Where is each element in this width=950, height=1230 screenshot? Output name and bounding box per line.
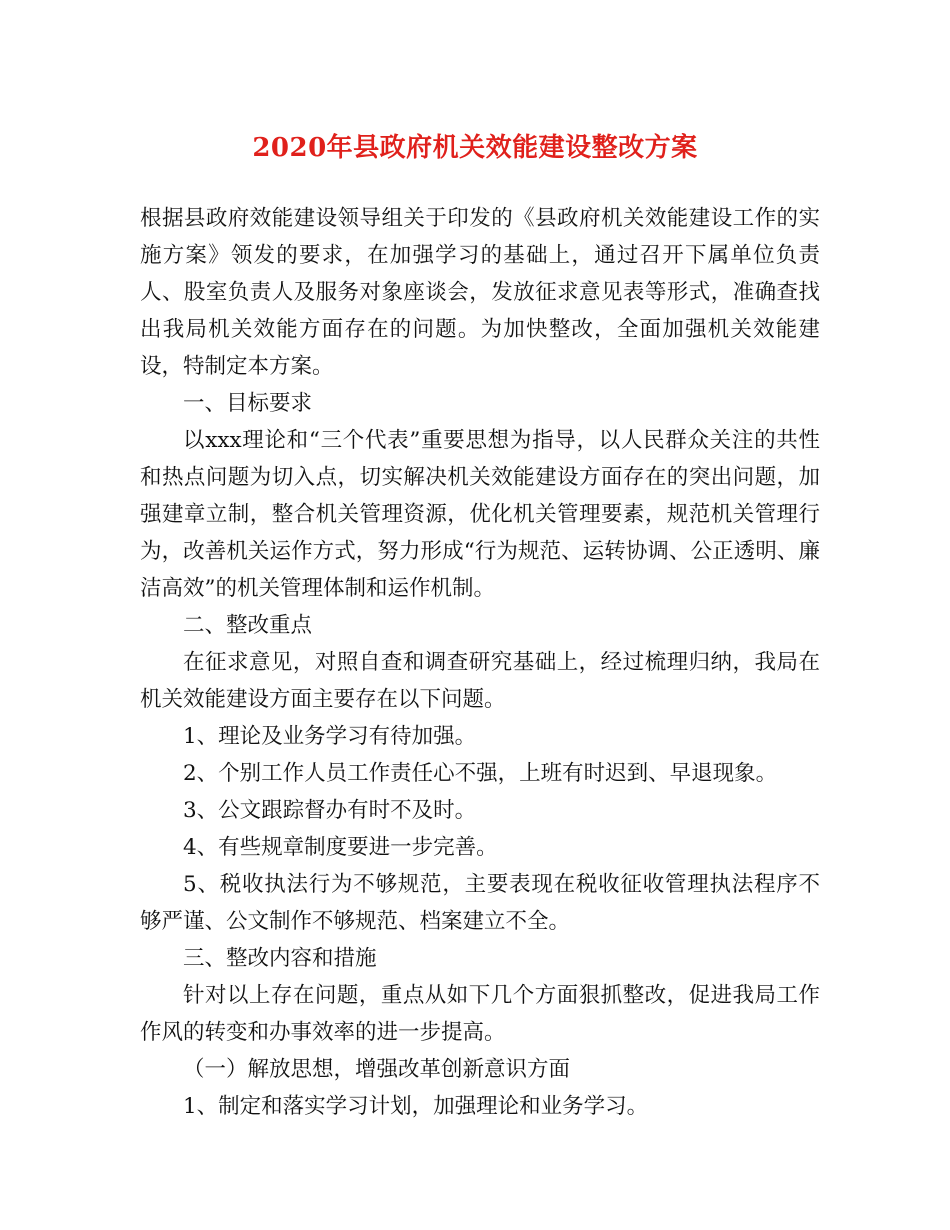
list-item-problem-2: 2、个别工作人员工作责任心不强，上班有时迟到、早退现象。 <box>183 761 778 786</box>
heading-rectification-focus: 二、整改重点 <box>183 613 313 638</box>
list-item-problem-4: 4、有些规章制度要进一步完善。 <box>183 835 498 860</box>
document-body <box>140 200 820 1125</box>
heading-goals: 一、目标要求 <box>183 391 313 416</box>
document-title: 2020年县政府机关效能建设整改方案 <box>252 133 698 163</box>
paragraph-measures-intro: 针对以上存在问题，重点从如下几个方面狠抓整改，促进我局工作作风的转变和办事效率的进一步提高。 <box>140 983 820 1045</box>
paragraph-problems-intro: 在征求意见，对照自查和调查研究基础上，经过梳理归纳，我局在机关效能建设方面主要存在以下问题。 <box>140 650 820 712</box>
list-item-problem-5: 5、税收执法行为不够规范，主要表现在税收征收管理执法程序不够严谨、公文制作不够规范、档案建立不全。 <box>140 872 820 934</box>
paragraph-goals: 以xxx理论和“三个代表”重要思想为指导，以人民群众关注的共性和热点问题为切入点，切实解决机关效能建设方面存在的突出问题，加强建章立制，整合机关管理资源，优化机关管理要素，规范机关管理行为，改善机关运作方式，努力形成“行为规范、运转协调、公正透明、廉洁高效”的机关管理体制和运作机制。 <box>140 428 820 601</box>
list-item-problem-3: 3、公文跟踪督办有时不及时。 <box>183 798 477 823</box>
subheading-emancipate-thinking: （一）解放思想，增强改革创新意识方面 <box>183 1057 571 1082</box>
list-item-measure-1: 1、制定和落实学习计划，加强理论和业务学习。 <box>183 1094 649 1119</box>
list-item-problem-1: 1、理论及业务学习有待加强。 <box>183 724 477 749</box>
paragraph-intro: 根据县政府效能建设领导组关于印发的《县政府机关效能建设工作的实施方案》领发的要求，在加强学习的基础上，通过召开下属单位负责人、股室负责人及服务对象座谈会，发放征求意见表等形式，准确查找出我局机关效能方面存在的问题。为加快整改，全面加强机关效能建设，特制定本方案。 <box>140 206 820 379</box>
heading-measures: 三、整改内容和措施 <box>183 946 377 971</box>
